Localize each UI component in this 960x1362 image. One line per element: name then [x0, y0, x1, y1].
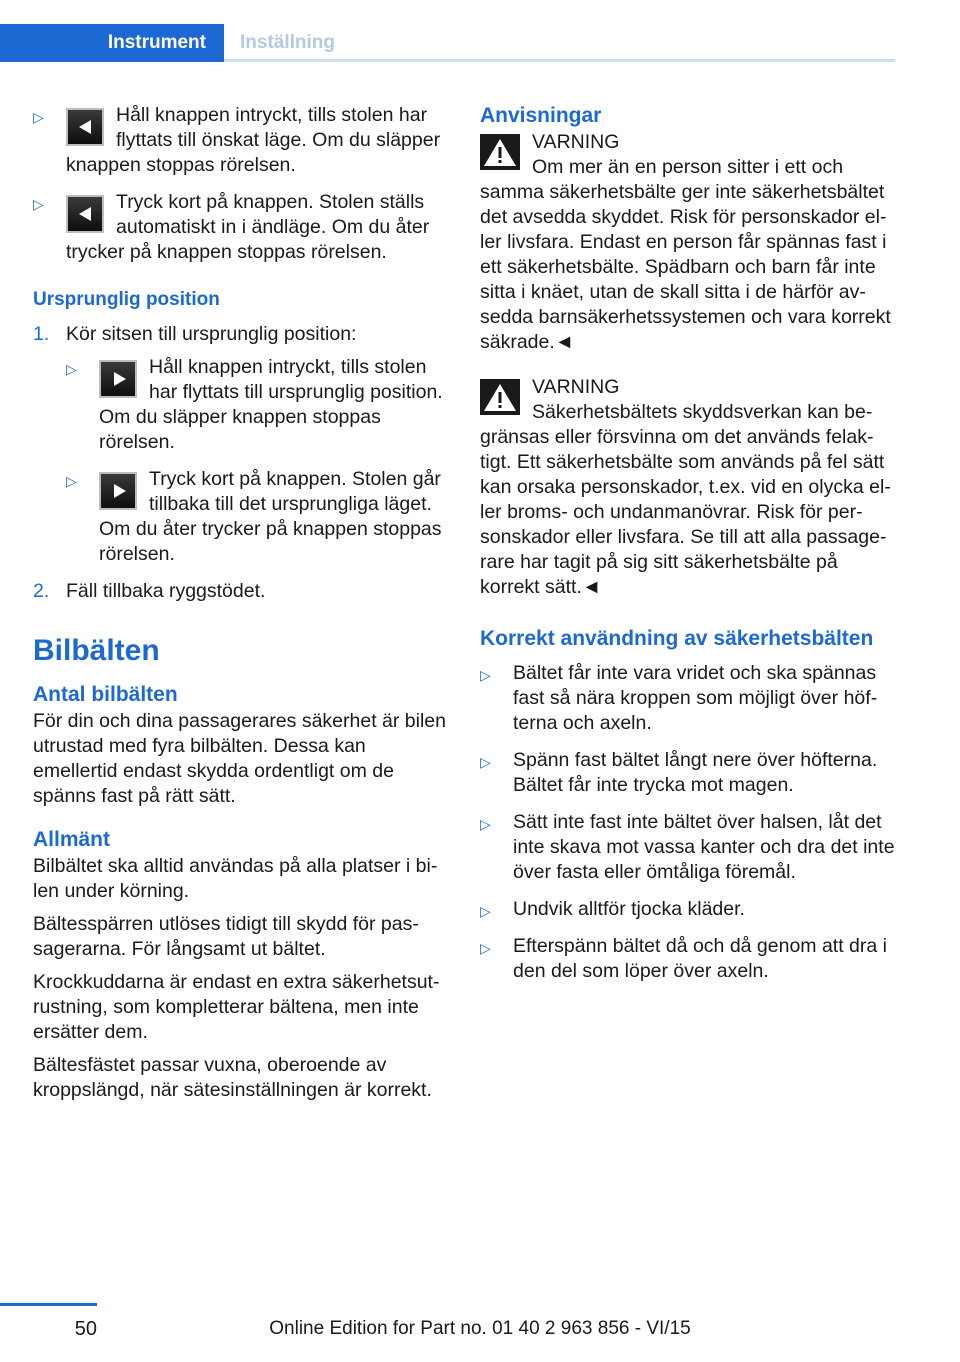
online-edition-text: Online Edition for Part no. 01 40 2 963 856 - VI/15	[269, 1318, 691, 1339]
left-arrow-button-icon	[66, 195, 104, 233]
heading-antal-bilbalten: Antal bilbälten	[33, 683, 178, 706]
bullet-text: Tryck kort på knappen. Stolen går tillbaka till det ursprungliga läget. Om du åter trycker på knappen stoppas rörelsen.	[99, 468, 442, 565]
list-item	[480, 897, 895, 922]
bullet-text: Sätt inte fast inte bältet över halsen, låt det inte skava mot vassa kanter och dra det inte över fasta eller ömtåliga föremål.	[513, 811, 895, 883]
list-item	[480, 748, 895, 798]
bullet-text: Håll knappen intryckt, tills stolen har flyttats till önskat läge. Om du släpper knappen stoppas rörelsen.	[66, 104, 441, 176]
warning-text: Om mer än en person sitter i ett och samma säkerhetsbälte ger inte säkerhetsbältet det avsedda skyddet. Risk för personskador eller livsfara. Endast en person får spännas fast i ett säkerhetsbälte. Spädbarn och barn får inte sitta i knäet, utan de skall sitta i de härför avsedda barnsäkerhetssystemen och vara korrekt säkrade.◄	[480, 156, 891, 353]
bullet-text: Undvik alltför tjocka kläder.	[513, 898, 745, 920]
nested-list	[66, 355, 448, 567]
triangle-bullet-icon: ▷	[33, 196, 44, 212]
list-item	[33, 190, 448, 265]
page-number: 50	[74, 1318, 97, 1340]
triangle-bullet-icon: ▷	[480, 667, 491, 683]
triangle-bullet-icon: ▷	[33, 109, 44, 125]
tab-instrument[interactable]: Instrument	[0, 24, 224, 62]
heading-korrekt-anvandning: Korrekt användning av säkerhetsbälten	[480, 627, 874, 650]
warning-label: VARNING	[532, 376, 620, 398]
right-arrow-button-icon	[99, 360, 137, 398]
bullet-text: Efterspänn bältet då och då genom att dra i den del som löper över axeln.	[513, 935, 887, 982]
subheading-ursprunglig-position: Ursprunglig position	[33, 289, 220, 310]
triangle-bullet-icon: ▷	[480, 940, 491, 956]
warning-block	[480, 130, 895, 355]
tab-installning[interactable]: Inställning	[240, 32, 335, 53]
tab-rule	[224, 59, 895, 62]
paragraph: För din och dina passagerares säkerhet är bilen utrustad med fyra bilbälten. Dessa kan emellertid endast skydda ordentligt om de spänns fast på rätt sätt.	[33, 710, 446, 807]
left-column	[33, 103, 448, 1111]
step-item	[33, 322, 448, 567]
right-arrow-button-icon	[99, 472, 137, 510]
bullet-text: Bältet får inte vara vridet och ska spännas fast så nära kroppen som möjligt över höfterna och axeln.	[513, 662, 878, 734]
list-item	[66, 355, 448, 455]
bullet-text: Håll knappen intryckt, tills stolen har flyttats till ursprunglig position. Om du släpper knappen stoppas rörelsen.	[99, 356, 443, 453]
heading-anvisningar: Anvisningar	[480, 104, 602, 127]
heading-allmant: Allmänt	[33, 828, 111, 851]
paragraph: Krockkuddarna är endast en extra säkerhetsutrustning, som kompletterar bältena, men inte ersätter dem.	[33, 971, 440, 1043]
warning-triangle-icon	[480, 379, 520, 415]
list-item	[480, 810, 895, 885]
step-number: 1.	[33, 323, 50, 345]
bullet-text: Spänn fast bältet långt nere över höfterna. Bältet får inte trycka mot magen.	[513, 749, 878, 796]
bullet-text: Tryck kort på knappen. Stolen ställs automatiskt in i ändläge. Om du åter trycker på knappen stoppas rörelsen.	[66, 191, 430, 263]
list-item	[480, 661, 895, 736]
list-item	[480, 934, 895, 984]
step-item	[33, 579, 448, 604]
section-title: Bilbälten	[33, 634, 160, 667]
step-number: 2.	[33, 580, 50, 602]
triangle-bullet-icon: ▷	[66, 361, 77, 377]
footer-rule	[0, 1303, 97, 1306]
step-text: Fäll tillbaka ryggstödet.	[66, 580, 266, 602]
step-text: Kör sitsen till ursprunglig position:	[66, 323, 357, 345]
right-column	[480, 103, 895, 996]
warning-triangle-icon	[480, 134, 520, 170]
left-arrow-button-icon	[66, 108, 104, 146]
paragraph: Bältesfästet passar vuxna, oberoende av kroppslängd, när sätesinställningen är korrekt.	[33, 1054, 432, 1101]
paragraph: Bilbältet ska alltid användas på alla platser i bilen under körning.	[33, 855, 438, 902]
list-item	[33, 103, 448, 178]
warning-text: Säkerhetsbältets skyddsverkan kan begränsas eller försvinna om det används felaktigt. Ett säkerhetsbälte som används på fel sätt kan orsaka personskador, t.ex. vid en olycka eller broms- och undanmanövrar. Risk för personskador eller livsfara. Se till att alla passagerare har tagit på sig sitt säkerhetsbälte på korrekt sätt.◄	[480, 401, 891, 598]
warning-block	[480, 375, 895, 600]
triangle-bullet-icon: ▷	[480, 816, 491, 832]
triangle-bullet-icon: ▷	[66, 473, 77, 489]
triangle-bullet-icon: ▷	[480, 754, 491, 770]
triangle-bullet-icon: ▷	[480, 903, 491, 919]
warning-label: VARNING	[532, 131, 620, 153]
header-tabs	[0, 24, 895, 62]
paragraph: Bältesspärren utlöses tidigt till skydd för passagerarna. För långsamt ut bältet.	[33, 913, 419, 960]
list-item	[66, 467, 448, 567]
